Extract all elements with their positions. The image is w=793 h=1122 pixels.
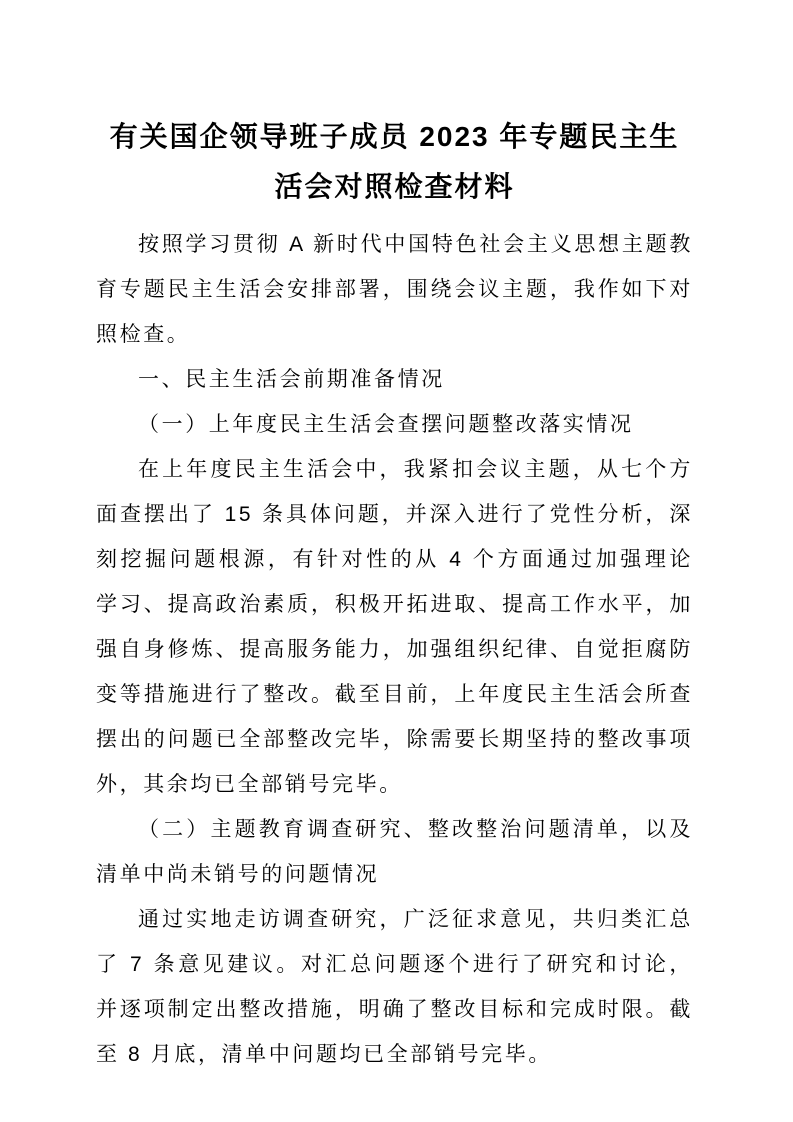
subsection-heading-1-1: （一）上年度民主生活会查摆问题整改落实情况	[138, 413, 634, 436]
paragraph-rectification-status: 在上年度民主生活会中，我紧扣会议主题，从七个方面查摆出了 15 条具体问题，并深入进行了党性分析，深刻挖掘问题根源，有针对性的从 4 个方面通过加强理论学习、提高政治素质，积极开拓进取、提高工作水平，加强自身修炼、提高服务能力，加强组织纪律、自觉拒腐防变等措施进行了整改。截至目前，上年度民主生活会所查摆出的问题已全部整改完毕，除需要长期坚持的整改事项外，其余均已全部销号完毕。	[96, 458, 693, 796]
section-heading-1: 一、民主生活会前期准备情况	[138, 368, 445, 391]
subsection-heading-1-2: （二）主题教育调查研究、整改整治问题清单，以及清单中尚未销号的问题情况	[96, 818, 693, 886]
document-title: 有关国企领导班子成员 2023 年专题民主生活会对照检查材料	[109, 121, 680, 202]
paragraph-intro: 按照学习贯彻 A 新时代中国特色社会主义思想主题教育专题民主生活会安排部署，围绕会议主题，我作如下对照检查。	[96, 233, 693, 346]
paragraph-survey-feedback: 通过实地走访调查研究，广泛征求意见，共归类汇总了 7 条意见建议。对汇总问题逐个进行了研究和讨论，并逐项制定出整改措施，明确了整改目标和完成时限。截至 8 月底，清单中问题均已全部销号完毕。	[96, 908, 693, 1066]
